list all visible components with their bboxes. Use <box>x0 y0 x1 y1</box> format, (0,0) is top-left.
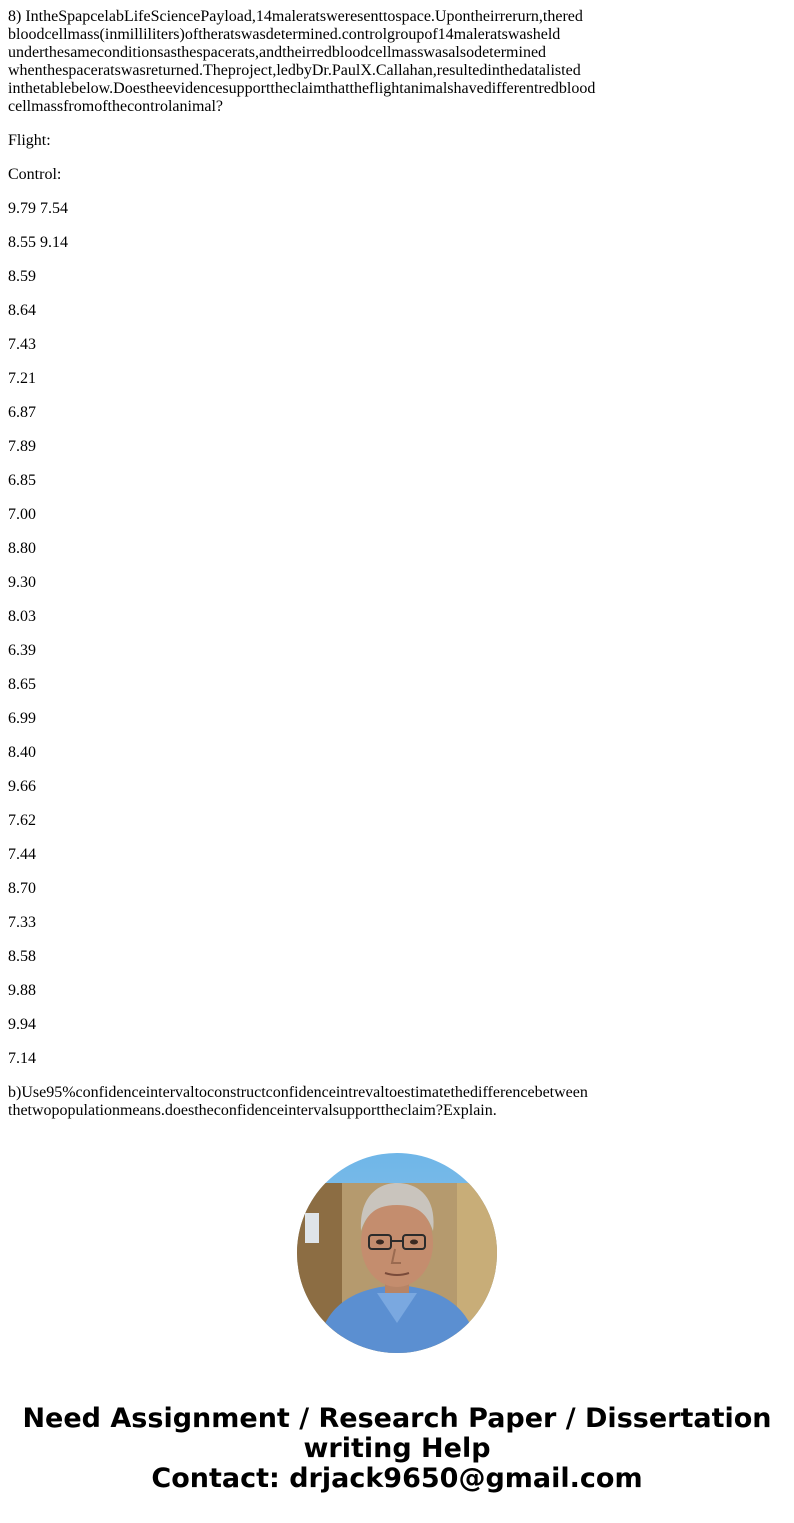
data-value-line: 9.79 7.54 <box>8 200 68 217</box>
data-value-line: 8.70 <box>8 880 36 897</box>
question-text <box>8 8 608 116</box>
data-value-line: 9.30 <box>8 574 36 591</box>
data-value-line: 7.44 <box>8 846 36 863</box>
part-b-line: thetwopopulationmeans.doestheconfidenceintervalsupporttheclaim?Explain. <box>8 1102 497 1119</box>
question-line: underthesameconditionsasthespacerats,andtheirredbloodcellmasswasalsodetermined <box>8 44 547 61</box>
author-photo <box>297 1153 497 1353</box>
promo-contact: Contact: drjack9650@gmail.com <box>151 1463 643 1494</box>
question-line: whenthespaceratswasreturned.Theproject,ledbyDr.PaulX.Callahan,resultedinthedatalisted <box>8 62 581 79</box>
data-value-line: 8.64 <box>8 302 36 319</box>
data-value-line: 6.85 <box>8 472 36 489</box>
data-value-line: 7.21 <box>8 370 36 387</box>
document-body <box>8 8 608 1120</box>
control-label: Control: <box>8 166 62 183</box>
data-value-line: 6.87 <box>8 404 36 421</box>
part-b-line: b)Use95%confidenceintervaltoconstructconfidenceintrevaltoestimatethedifferencebetween <box>8 1084 588 1101</box>
data-value-line: 9.66 <box>8 778 36 795</box>
promo-banner <box>0 1404 794 1494</box>
data-value-line: 7.33 <box>8 914 36 931</box>
data-list <box>8 200 608 1068</box>
question-line: cellmassfromofthecontrolanimal? <box>8 98 224 115</box>
data-value-line: 9.88 <box>8 982 36 999</box>
promo-line: Need Assignment / Research Paper / Dissertation <box>22 1403 772 1434</box>
data-value-line: 7.43 <box>8 336 36 353</box>
flight-label: Flight: <box>8 132 51 149</box>
portrait-image <box>297 1153 497 1353</box>
data-value-line: 8.59 <box>8 268 36 285</box>
question-line: bloodcellmass(inmilliliters)oftheratswasdetermined.controlgroupof14maleratswasheld <box>8 26 561 43</box>
data-value-line: 9.94 <box>8 1016 36 1033</box>
data-value-line: 8.58 <box>8 948 36 965</box>
data-value-line: 7.00 <box>8 506 36 523</box>
data-value-line: 8.03 <box>8 608 36 625</box>
question-line: inthetablebelow.Doestheevidencesupporttheclaimthattheflightanimalshavedifferentredblood <box>8 80 596 97</box>
data-value-line: 8.65 <box>8 676 36 693</box>
promo-line: writing Help <box>303 1433 491 1464</box>
data-value-line: 6.39 <box>8 642 36 659</box>
data-value-line: 6.99 <box>8 710 36 727</box>
question-line: 8) IntheSpapcelabLifeSciencePayload,14maleratsweresenttospace.Upontheirrerurn,thered <box>8 8 583 25</box>
data-value-line: 7.14 <box>8 1050 36 1067</box>
data-value-line: 7.62 <box>8 812 36 829</box>
data-value-line: 8.55 9.14 <box>8 234 68 251</box>
data-value-line: 8.80 <box>8 540 36 557</box>
data-value-line: 7.89 <box>8 438 36 455</box>
part-b-text <box>8 1084 608 1120</box>
data-value-line: 8.40 <box>8 744 36 761</box>
